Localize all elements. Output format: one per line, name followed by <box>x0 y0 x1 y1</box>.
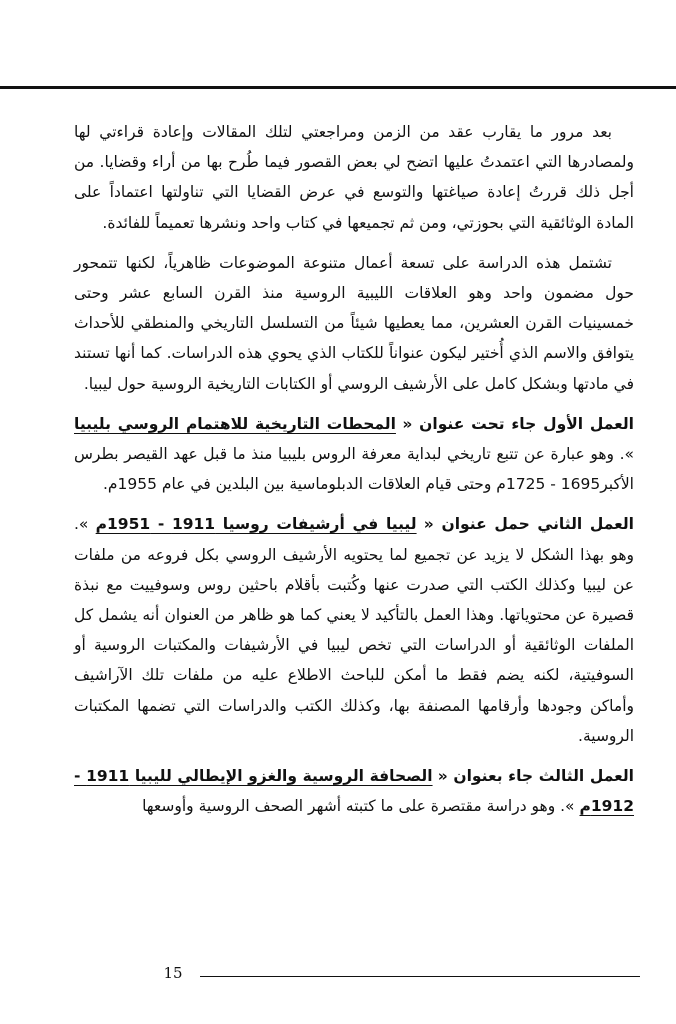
paragraph-work-1 <box>74 409 634 500</box>
work-1-lead: العمل الأول جاء تحت عنوان « <box>402 414 634 433</box>
work-2-body: بهذا الشكل لا يزيد عن تجميع لما يحتويه الأرشيف الروسي بكل فروعه من ملفات عن ليبيا وكذلك الكتب التي صدرت عنها وكُتبت بأقلام باحثين روس وسوفييت مع نبذة قصيرة عن محتوياتها. وهذا العمل بالتأكيد لا يعني كما هو ظاهر من العنوان أنه يشمل كل الملفات الوثائقية أو الدراسات التي تخص ليبيا في الأرشيفات والمكتبات الروسية أو السوفيتية، لكنه يضم فقط ما أمكن للباحث الاطلاع عليه من ملفات تلك الآراشيف وأماكن وجودها وأرقامها المصنفة بها، وكذلك الكتب والدراسات التي تضمها المكتبات الروسية. <box>74 545 634 745</box>
paragraph-work-2 <box>74 509 634 751</box>
paragraph-work-3 <box>74 761 634 821</box>
page-number: 15 <box>163 964 183 982</box>
header-rule <box>0 86 676 89</box>
page-body <box>74 117 634 821</box>
work-1-body: عبارة عن تتبع تاريخي لبداية معرفة الروس بليبيا منذ ما قبل عهد القيصر بطرس الأكبر1695 - 1725م وحتى قيام العلاقات الدبلوماسية بين البلدين في عام 1955م. <box>74 445 634 494</box>
work-1-close: ». وهو <box>590 445 634 464</box>
work-2-title: ليبيا في أرشيفات روسيا 1911 - 1951م <box>95 515 417 534</box>
work-3-lead: العمل الثالث جاء بعنوان « <box>437 767 634 786</box>
work-1-title: المحطات التاريخية للاهتمام الروسي بليبيا <box>74 414 396 433</box>
work-3-close: ». وهو دراسة مقتصرة على ما كتبته أشهر الصحف الروسية وأوسعها <box>142 797 575 816</box>
footer-rule <box>200 976 640 977</box>
work-2-close: ». وهو <box>74 515 634 564</box>
paragraph-overview: تشتمل هذه الدراسة على تسعة أعمال متنوعة الموضوعات ظاهرياً، لكنها تتمحور حول مضمون واحد وهو العلاقات الليبية الروسية منذ القرن السابع عشر وحتى خمسينيات القرن العشرين، مما يعطيها شيئاً من التسلسل التاريخي والمنطقي للأحداث يتوافق والاسم الذي أُختير ليكون عنواناً للكتاب الذي يحوي هذه الدراسات. كما أنها تستند في مادتها وبشكل كامل على الأرشيف الروسي أو الكتابات التاريخية الروسية حول ليبيا. <box>74 253 634 393</box>
work-3-title: الصحافة الروسية والغزو الإيطالي لليبيا 1911 - 1912م <box>74 767 634 816</box>
work-2-lead: العمل الثاني حمل عنوان « <box>423 515 634 534</box>
paragraph-intro: بعد مرور ما يقارب عقد من الزمن ومراجعتي لتلك المقالات وإعادة قراءتي لها ولمصادرها التي اعتمدتُ عليها اتضح لي بعض القصور فيما طُرح بها من أراء وقضايا. من أجل ذلك قررتُ إعادة صياغتها والتوسع في عرض القضايا التي تناولتها اعتماداً على المادة الوثائقية التي بحوزتي، ومن ثم تجميعها في كتاب واحد ونشرها تعميماً للفائدة. <box>74 123 634 232</box>
